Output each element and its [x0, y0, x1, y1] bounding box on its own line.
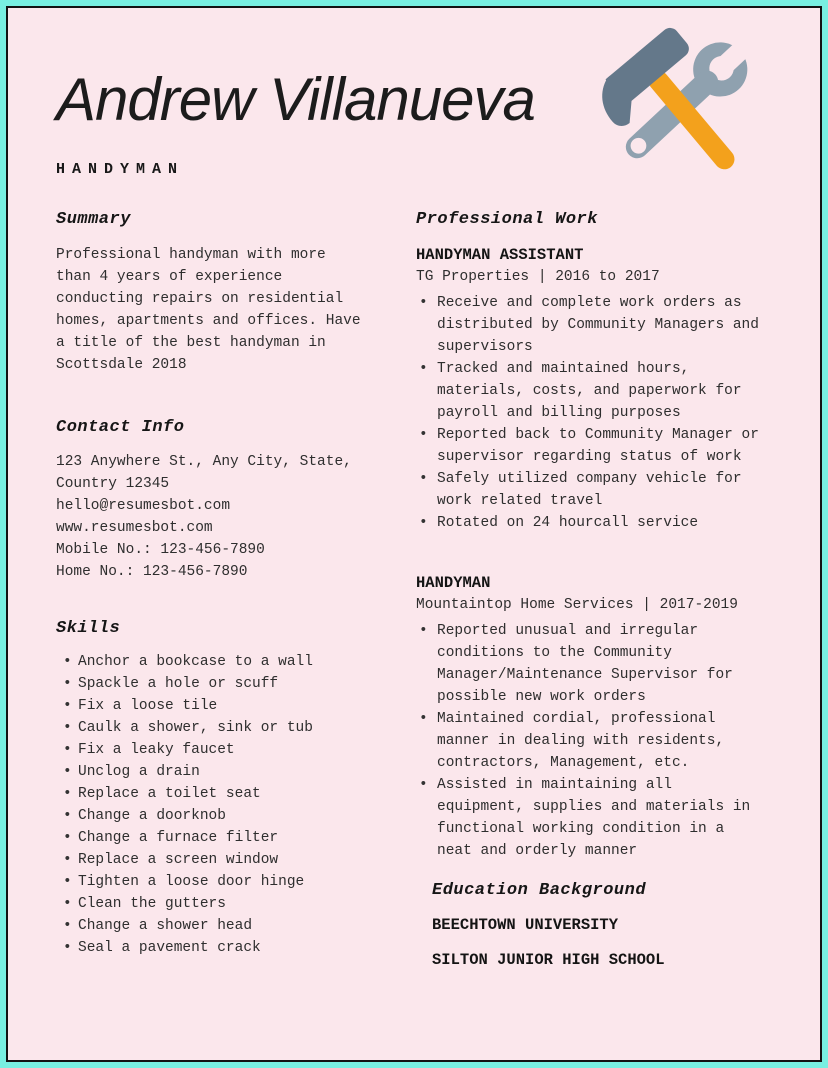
job-handyman [416, 572, 764, 862]
skill-item: • Unclog a drain [56, 761, 364, 783]
skill-item: • Change a doorknob [56, 805, 364, 827]
contact-home-phone: Home No.: 123-456-7890 [56, 564, 248, 580]
summary-title: Summary [56, 210, 131, 229]
contact-email: hello@resumesbot.com [56, 498, 231, 514]
hammer-wrench-icon [592, 24, 768, 190]
skill-item: • Caulk a shower, sink or tub [56, 717, 364, 739]
resume-page [6, 6, 822, 1062]
school-high-school: SILTON JUNIOR HIGH SCHOOL [432, 951, 665, 969]
job-handyman-assistant [416, 244, 764, 534]
candidate-role: HANDYMAN [56, 161, 185, 178]
section-professional-work [416, 210, 764, 862]
skill-item: • Tighten a loose door hinge [56, 871, 364, 893]
job-bullets [416, 620, 764, 862]
job-title: HANDYMAN [416, 574, 491, 592]
contact-lines [56, 451, 364, 583]
skill-item: • Change a furnace filter [56, 827, 364, 849]
job-meta: TG Properties | 2016 to 2017 [416, 269, 660, 285]
skill-item: • Change a shower head [56, 915, 364, 937]
right-column [416, 210, 764, 971]
skill-item: • Replace a toilet seat [56, 783, 364, 805]
skill-item: • Anchor a bookcase to a wall [56, 651, 364, 673]
skill-item: • Spackle a hole or scuff [56, 673, 364, 695]
job-bullet: • Reported unusual and irregular conditions to the Community Manager/Maintenance Supervisor for possible new work orders [416, 620, 759, 708]
skills-list [56, 651, 364, 959]
skills-title: Skills [56, 619, 121, 638]
content-columns [56, 210, 776, 971]
contact-address-line2: Country 12345 [56, 476, 170, 492]
work-title: Professional Work [416, 210, 598, 229]
contact-title: Contact Info [56, 418, 185, 437]
job-bullet: • Reported back to Community Manager or supervisor regarding status of work [416, 424, 759, 468]
skill-item: • Fix a leaky faucet [56, 739, 364, 761]
job-bullet: • Assisted in maintaining all equipment, supplies and materials in functional working condition in a neat and orderly manner [416, 774, 759, 862]
left-column [56, 210, 364, 971]
contact-address-line1: 123 Anywhere St., Any City, State, [56, 454, 352, 470]
skill-item: • Fix a loose tile [56, 695, 364, 717]
summary-text: Professional handyman with more than 4 years of experience conducting repairs on residential homes, apartments and offices. Have a title of the best handyman in Scottsdale 2018 [56, 247, 361, 373]
school-university: BEECHTOWN UNIVERSITY [432, 916, 619, 934]
job-title: HANDYMAN ASSISTANT [416, 246, 584, 264]
skill-item: • Seal a pavement crack [56, 937, 364, 959]
job-bullets [416, 292, 764, 534]
section-contact [56, 418, 364, 583]
section-skills [56, 619, 364, 959]
job-bullet: • Safely utilized company vehicle for work related travel [416, 468, 759, 512]
candidate-name: Andrew Villanueva [56, 66, 535, 133]
skill-item: • Replace a screen window [56, 849, 364, 871]
skill-item: • Clean the gutters [56, 893, 364, 915]
job-meta: Mountaintop Home Services | 2017-2019 [416, 597, 738, 613]
contact-website: www.resumesbot.com [56, 520, 213, 536]
job-bullet: • Receive and complete work orders as distributed by Community Managers and supervisors [416, 292, 759, 358]
education-title: Education Background [432, 881, 647, 900]
job-bullet: • Tracked and maintained hours, materials, costs, and paperwork for payroll and billing purposes [416, 358, 759, 424]
contact-mobile: Mobile No.: 123-456-7890 [56, 542, 265, 558]
job-bullet: • Rotated on 24 hourcall service [416, 512, 759, 534]
section-education [416, 881, 764, 971]
job-bullet: • Maintained cordial, professional manner in dealing with residents, contractors, Management, etc. [416, 708, 759, 774]
section-summary [56, 210, 364, 376]
